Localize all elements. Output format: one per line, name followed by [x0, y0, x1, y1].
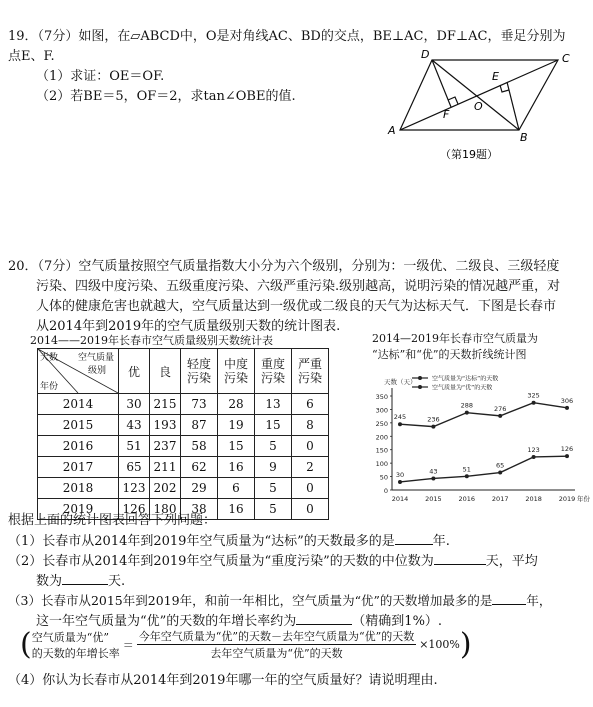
data-point	[398, 422, 402, 426]
data-label: 276	[493, 404, 507, 413]
table-cell-year: 2016	[38, 436, 119, 457]
x-tick-label: 2014	[391, 495, 409, 503]
q20-after-chart: 根据上面的统计图表回答下列问题：	[8, 513, 217, 528]
sub3-text-c: 这一年空气质量为“优”的天数的年增长率约为	[36, 614, 297, 629]
sub1-end: 年.	[432, 534, 450, 549]
q20-stem-1: 空气质量按照空气质量指数大小分为六个级别，分别为：一级优、二级良、三级轻度	[78, 259, 560, 274]
table-cell: 43	[119, 415, 150, 436]
data-label: 126	[560, 445, 574, 454]
table-body	[38, 394, 329, 520]
y-tick-label: 250	[375, 419, 388, 428]
table-cell: 0	[292, 499, 329, 520]
q19-score: （7分）	[37, 29, 79, 44]
data-label: 245	[393, 413, 407, 422]
y-tick-label: 300	[375, 406, 388, 415]
stat-table	[37, 348, 329, 520]
data-point	[465, 474, 469, 478]
formula-lhs-line2: 的天数的年增长率	[31, 646, 120, 660]
data-label: 288	[460, 401, 474, 410]
table-cell: 2	[292, 457, 329, 478]
sub1-text: （1）长春市从2014年到2019年空气质量为“达标”的天数最多的是	[8, 534, 395, 549]
table-cell: 62	[181, 457, 218, 478]
sub2-text-a: （2）长春市从2014年到2019年空气质量为“重度污染”的天数的中位数为	[8, 554, 434, 569]
sub3-text-a: （3）长春市从2015年到2019年，和前一年相比，空气质量为“优”的天数增加最多的是	[8, 593, 493, 608]
data-point	[431, 425, 435, 429]
table-cell-year: 2018	[38, 478, 119, 499]
table-row	[38, 394, 329, 415]
table-cell-year: 2015	[38, 415, 119, 436]
table-row	[38, 478, 329, 499]
data-point	[398, 480, 402, 484]
table-cell: 16	[218, 499, 255, 520]
table-row	[38, 457, 329, 478]
sub3-text-b: 年，	[526, 593, 552, 608]
header-severe: 严重 污染	[292, 349, 329, 394]
sub2-blank-2[interactable]	[62, 572, 108, 585]
table-cell: 19	[218, 415, 255, 436]
label-d: D	[421, 48, 430, 61]
sub2-blank-1[interactable]	[434, 552, 486, 565]
label-b: B	[520, 131, 528, 144]
data-label: 306	[560, 396, 574, 405]
table-cell: 180	[150, 499, 181, 520]
header-you: 优	[119, 349, 150, 394]
table-cell: 6	[292, 394, 329, 415]
y-tick-label: 50	[379, 473, 388, 482]
segment-be	[507, 82, 519, 130]
q20-number: 20．	[8, 259, 38, 274]
data-label: 43	[429, 467, 438, 476]
data-point	[498, 471, 502, 475]
data-point	[565, 454, 569, 458]
table-cell-year: 2014	[38, 394, 119, 415]
table-cell: 0	[292, 478, 329, 499]
table-cell: 15	[255, 415, 292, 436]
table-cell: 215	[150, 394, 181, 415]
diagonal-ac	[400, 60, 558, 130]
formula-lhs-line1: 空气质量为“优”	[31, 630, 109, 644]
y-tick-label: 200	[375, 433, 388, 442]
figure-caption: （第19题）	[440, 148, 498, 161]
table-cell: 202	[150, 478, 181, 499]
header-light: 轻度 污染	[181, 349, 218, 394]
corner-mid2: 级别	[88, 366, 107, 376]
q19-part1: （1）求证：OE＝OF.	[36, 69, 165, 84]
q20-sub2-cont	[36, 572, 125, 591]
q20-stem-3: 人体的健康危害也就越大，空气质量达到一级优或二级良的天气为达标天气．下图是长春市	[36, 299, 557, 314]
legend-label: 空气质量为“达标”的天数	[432, 375, 499, 383]
table-cell: 87	[181, 415, 218, 436]
table-cell: 58	[181, 436, 218, 457]
table-cell: 73	[181, 394, 218, 415]
table-cell: 6	[218, 478, 255, 499]
q20-sub1	[8, 532, 450, 551]
growth-formula: ( 空气质量为“优” 的天数的年增长率 ＝ $\frac{\text{今年空气质量为“优”的天数－去年空气质量为“优”的天数}}{\text{去年空气质量为“优”的天数}}$ ×100% )	[20, 626, 472, 662]
q19-stem-1: 如图，在▱ABCD中，O是对角线AC、BD的交点，BE⊥AC，DF⊥AC，垂足分别为	[78, 29, 566, 44]
table-cell: 126	[119, 499, 150, 520]
header-liang: 良	[150, 349, 181, 394]
data-label: 65	[496, 461, 505, 470]
y-tick-label: 350	[375, 393, 388, 401]
table-cell: 15	[218, 436, 255, 457]
series-line-1	[400, 456, 567, 482]
chart-title-1: 2014—2019年长春市空气质量为	[372, 332, 538, 345]
q20-sub3	[8, 592, 551, 610]
sub3-blank-2[interactable]	[296, 612, 352, 625]
table-cell: 8	[292, 415, 329, 436]
y-tick-label: 150	[375, 446, 388, 455]
series-line-0	[400, 403, 567, 427]
data-label: 51	[462, 465, 471, 474]
label-f: F	[443, 108, 450, 121]
formula-equals: ＝	[122, 638, 134, 652]
formula-numerator: 今年空气质量为“优”的天数－去年空气质量为“优”的天数	[138, 630, 415, 643]
table-title: 2014——2019年长春市空气质量级别天数统计表	[30, 334, 273, 347]
q20-line1	[8, 258, 559, 276]
table-cell: 13	[255, 394, 292, 415]
q20-stem-2: 污染、四级中度污染、五级重度污染、六级严重污染.级别越高，说明污染的情况越严重，对	[36, 279, 561, 294]
y-axis-label: 天数（天）	[384, 378, 417, 386]
table-cell: 211	[150, 457, 181, 478]
header-moderate: 中度 污染	[218, 349, 255, 394]
x-tick-label: 2015	[425, 495, 442, 503]
table-cell: 0	[292, 436, 329, 457]
chart-title-2: “达标”和“优”的天数折线统计图	[372, 348, 527, 361]
q19-line1	[8, 28, 565, 46]
sub1-blank[interactable]	[395, 532, 433, 545]
corner-mid1: 空气质量	[78, 353, 115, 363]
sub2-text-d: 天.	[108, 574, 126, 589]
x-tick-label: 2017	[491, 495, 509, 503]
sub3-blank-1[interactable]	[492, 592, 526, 605]
label-c: C	[562, 52, 570, 65]
formula-rhs	[137, 628, 417, 661]
q19-stem-2: 点E、F.	[8, 49, 55, 64]
table-cell: 237	[150, 436, 181, 457]
q20-sub2	[8, 552, 538, 571]
x-tick-label: 2016	[458, 495, 476, 503]
q19-part2: （2）若BE＝5，OF＝2，求tan∠OBE的值.	[36, 89, 296, 104]
q20-score: （7分）	[37, 259, 79, 274]
sub2-text-c: 数为	[36, 574, 63, 589]
data-point	[465, 411, 469, 415]
corner-top: 天数	[40, 353, 59, 363]
table-cell: 5	[255, 499, 292, 520]
legend-marker	[418, 376, 422, 380]
sub3-text-d: （精确到1%）.	[352, 614, 443, 629]
x-tick-label: 2018	[525, 495, 542, 503]
formula-denominator: 去年空气质量为“优”的天数	[210, 647, 343, 660]
table-corner	[38, 349, 119, 394]
table-cell: 16	[218, 457, 255, 478]
table-cell: 65	[119, 457, 150, 478]
table-cell: 5	[255, 436, 292, 457]
label-e: E	[492, 70, 499, 83]
legend-label: 空气质量为“优”的天数	[432, 384, 493, 392]
data-label: 30	[395, 470, 405, 479]
table-cell: 38	[181, 499, 218, 520]
q20-sub4: （4）你认为长春市从2014年到2019年哪一年的空气质量好？请说明理由.	[8, 673, 438, 688]
table-cell-year: 2019	[38, 499, 119, 520]
label-o: O	[474, 100, 483, 113]
y-tick-label: 100	[375, 460, 388, 469]
table-cell: 193	[150, 415, 181, 436]
data-label: 123	[527, 445, 540, 454]
data-label: 325	[527, 391, 540, 400]
data-point	[498, 414, 502, 418]
formula-tail: ×100%	[419, 638, 460, 651]
data-point	[532, 455, 536, 459]
x-axis-label: 年份	[577, 495, 590, 503]
y-tick-label: 0	[383, 487, 388, 495]
table-cell: 123	[119, 478, 150, 499]
table-cell: 9	[255, 457, 292, 478]
q19-figure	[380, 48, 580, 168]
formula-lhs	[32, 629, 120, 661]
table-row	[38, 415, 329, 436]
table-cell: 51	[119, 436, 150, 457]
table-cell-year: 2017	[38, 457, 119, 478]
table-cell: 5	[255, 478, 292, 499]
legend-marker	[418, 385, 422, 389]
data-label: 236	[427, 415, 440, 424]
x-tick-label: 2019	[558, 495, 576, 503]
line-chart	[360, 362, 590, 522]
table-row	[38, 436, 329, 457]
table-cell: 29	[181, 478, 218, 499]
data-point	[431, 476, 435, 480]
table-cell: 28	[218, 394, 255, 415]
label-a: A	[388, 124, 396, 137]
table-cell: 30	[119, 394, 150, 415]
data-point	[565, 406, 569, 410]
q19-number: 19．	[8, 29, 38, 44]
corner-bottom: 年份	[40, 382, 59, 392]
data-point	[532, 401, 536, 405]
q20-stem-4: 从2014年到2019年的空气质量级别天数的统计图表.	[36, 319, 341, 334]
sub2-text-b: 天，平均	[485, 554, 538, 569]
header-heavy: 重度 污染	[255, 349, 292, 394]
